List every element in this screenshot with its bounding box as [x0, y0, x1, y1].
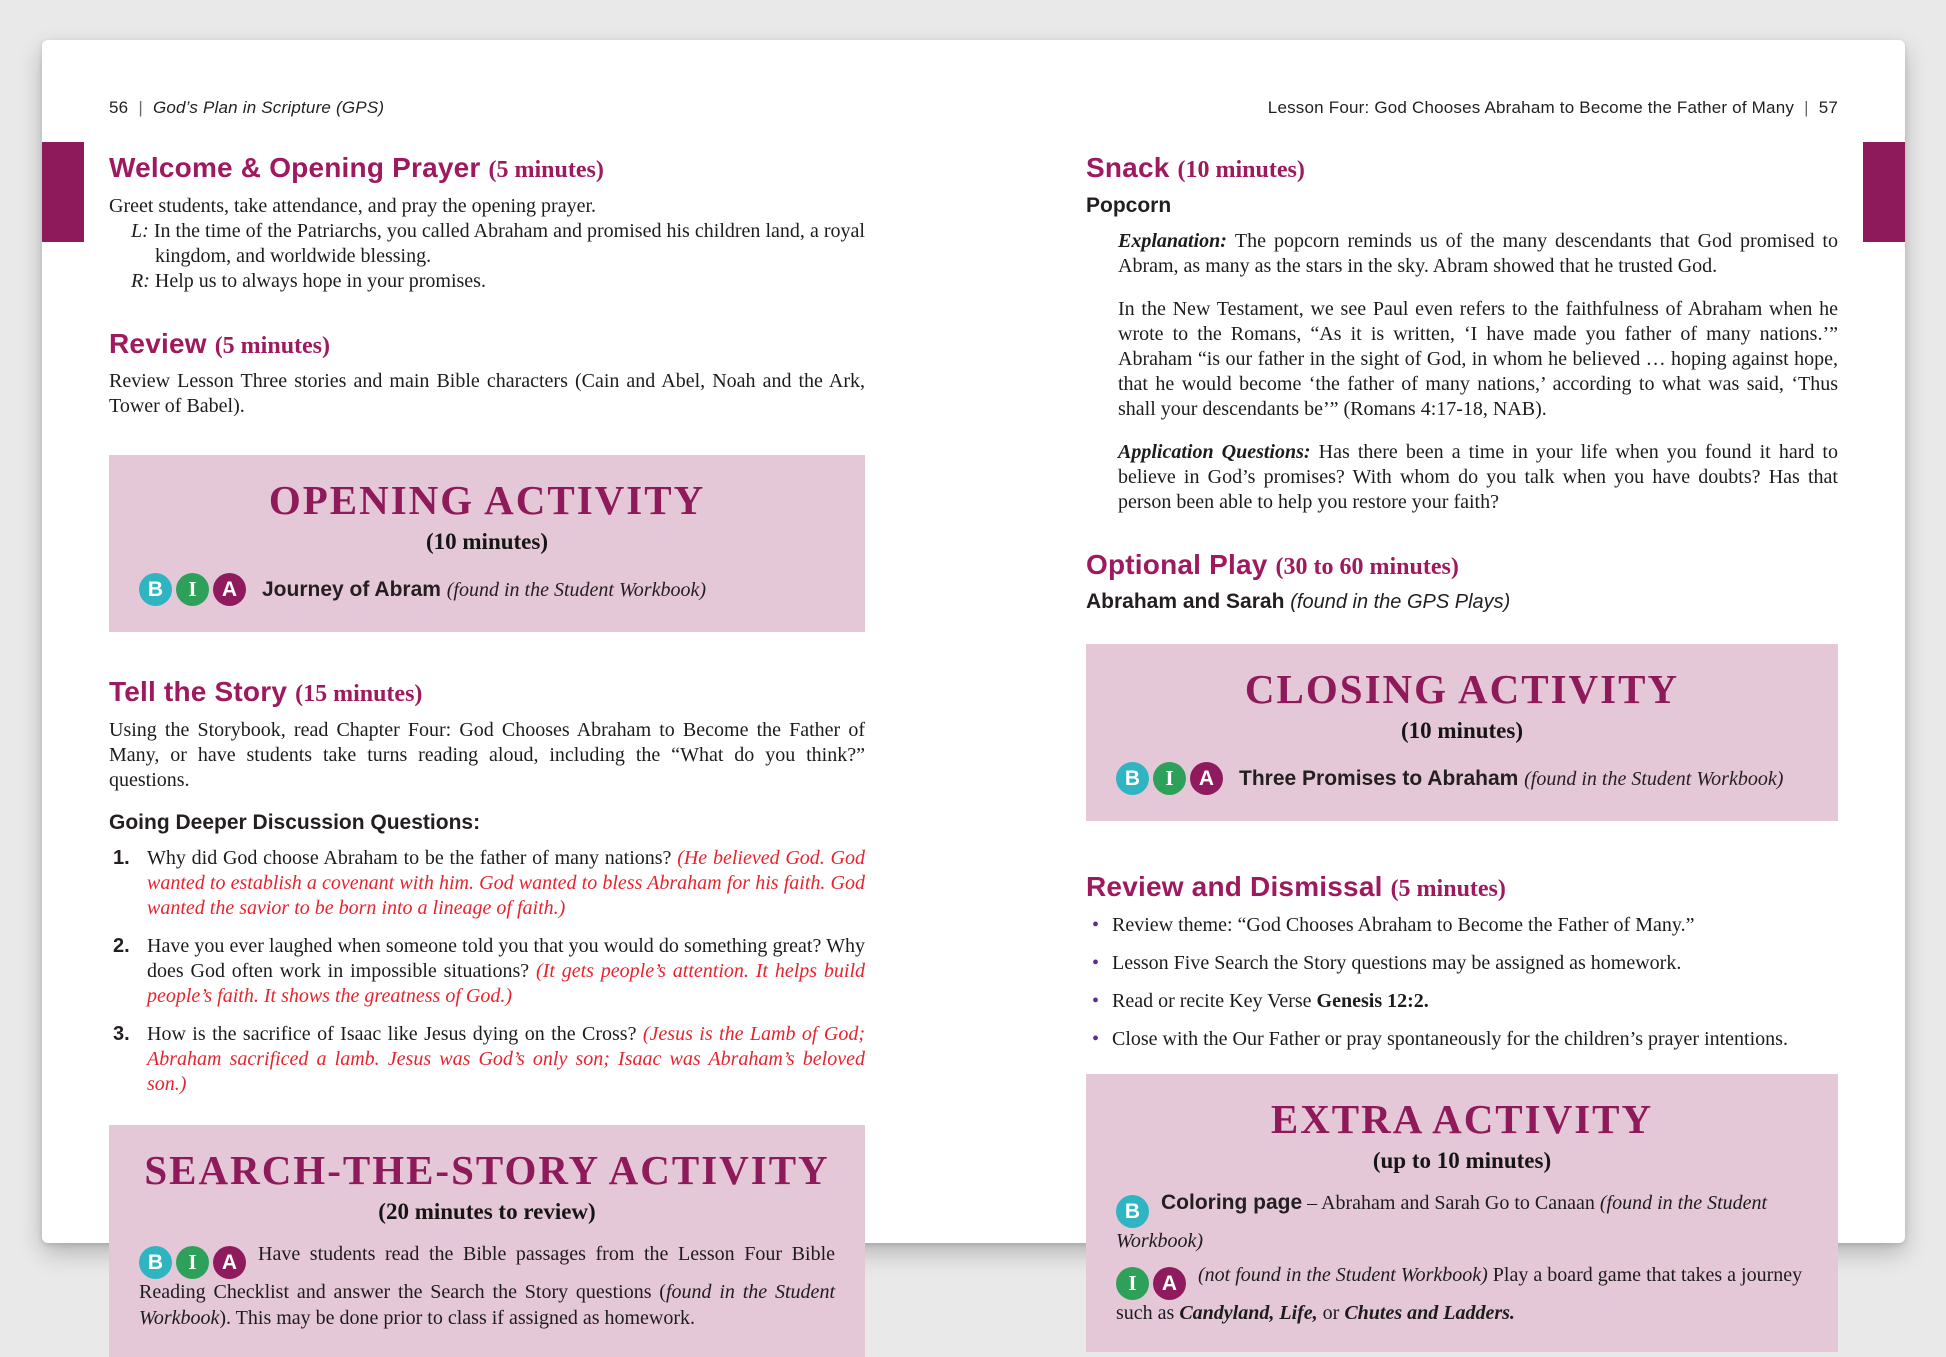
intermediate-level-icon: I	[176, 1246, 209, 1279]
section-title: Welcome & Opening Prayer	[109, 152, 489, 183]
opening-activity-item	[139, 573, 835, 606]
right-header-title: Lesson Four: God Chooses Abraham to Become the Father of Many	[1267, 98, 1795, 117]
review-body: Review Lesson Three stories and main Bible characters (Cain and Abel, Noah and the Ark, Tower of Babel).	[109, 370, 865, 418]
welcome-intro: Greet students, take attendance, and pray the opening prayer.	[109, 194, 597, 217]
advanced-level-icon: A	[213, 1246, 246, 1279]
section-minutes: (5 minutes)	[214, 332, 331, 359]
box-title: EXTRA ACTIVITY	[1270, 1095, 1654, 1142]
question-number: 3.	[113, 1022, 130, 1045]
beginner-level-icon: B	[1116, 1195, 1149, 1228]
section-optional-play	[1086, 549, 1838, 615]
question-number: 2.	[113, 934, 130, 957]
section-tell-the-story	[109, 676, 865, 1097]
leader-label: L:	[131, 219, 154, 242]
search-text-part2: ). This may be done prior to class if assigned as homework.	[219, 1306, 696, 1329]
leader-text: In the time of the Patriarchs, you called Abraham and promised his children land, a royal kingdom, and worldwide blessing.	[153, 219, 865, 267]
advanced-level-icon: A	[213, 573, 246, 606]
level-icons	[1116, 762, 1223, 795]
coloring-page-text: – Abraham and Sarah Go to Canaan	[1302, 1191, 1600, 1214]
section-title: Optional Play	[1086, 548, 1276, 580]
box-minutes: (up to 10 minutes)	[1372, 1147, 1552, 1173]
left-page-column	[109, 152, 865, 1357]
optional-play-item	[1086, 590, 1838, 614]
left-running-header	[109, 98, 384, 118]
intermediate-level-icon: I	[1153, 762, 1186, 795]
question-item	[109, 934, 865, 1009]
activity-item-note: (found in the Student Workbook)	[1524, 767, 1784, 790]
search-text-italic: found in the Student Workbook	[139, 1280, 835, 1329]
box-minutes: (10 minutes)	[1400, 718, 1524, 744]
search-the-story-activity-box	[109, 1125, 865, 1357]
extra-activity-box	[1086, 1074, 1838, 1352]
explanation-label: Explanation:	[1118, 229, 1235, 252]
level-icons	[1116, 1195, 1149, 1228]
box-minutes: (20 minutes to review)	[378, 1198, 596, 1224]
coloring-page-note: (found in the Student Workbook)	[1116, 1191, 1768, 1252]
section-title: Tell the Story	[109, 676, 296, 708]
board-game-note: (not found in the Student Workbook)	[1198, 1263, 1488, 1286]
box-title: OPENING ACTIVITY	[268, 477, 706, 524]
activity-item-note: (found in the Student Workbook)	[446, 578, 706, 601]
section-minutes: (5 minutes)	[1390, 876, 1506, 903]
dismissal-bullet-list	[1086, 913, 1838, 1052]
section-minutes: (30 to 60 minutes)	[1275, 553, 1459, 580]
tell-story-body: Using the Storybook, read Chapter Four: God Chooses Abraham to Become the Father of Many, or have students take turns reading aloud, including the “What do you think?” questions.	[109, 718, 865, 791]
left-edge-tab	[42, 142, 84, 242]
box-title: CLOSING ACTIVITY	[1244, 666, 1680, 713]
play-name: Abraham and Sarah	[1086, 590, 1291, 614]
board-game-name: Candyland, Life,	[1179, 1301, 1318, 1324]
activity-item-text	[1239, 767, 1783, 791]
header-separator: |	[138, 98, 143, 117]
section-heading	[1086, 152, 1838, 185]
right-page-column	[1086, 152, 1838, 1352]
response-label: R:	[131, 269, 155, 292]
bullet-item	[1086, 913, 1838, 938]
left-page-number: 56	[109, 98, 129, 117]
section-minutes: (10 minutes)	[1177, 157, 1305, 183]
opening-activity-box	[109, 455, 865, 632]
section-title: Review	[109, 327, 215, 359]
leader-line	[131, 219, 865, 269]
beginner-level-icon: B	[139, 573, 172, 606]
application-label: Application Questions:	[1118, 440, 1319, 463]
section-heading	[109, 676, 865, 709]
left-header-title: God’s Plan in Scripture (GPS)	[152, 98, 385, 117]
bullet-text: Close with the Our Father or pray spontaneously for the children’s prayer intentions.	[1112, 1027, 1788, 1050]
bullet-item	[1086, 989, 1838, 1014]
application-text: Has there been a time in your life when you found it hard to believe in God’s promises? With whom do you talk when you have doubts? Has that person been able to help you restore your faith?	[1118, 440, 1838, 513]
box-minutes: (10 minutes)	[425, 529, 549, 555]
bullet-item	[1086, 951, 1838, 976]
answer-text: (Jesus is the Lamb of God; Abraham sacrificed a lamb. Jesus was God’s only son; Isaac was Abraham’s beloved son.)	[147, 1022, 865, 1095]
bullet-item	[1086, 1027, 1838, 1052]
section-title: Review and Dismissal	[1086, 871, 1391, 903]
bullet-text: Read or recite Key Verse	[1112, 989, 1317, 1012]
extra-activity-line-2	[1116, 1262, 1808, 1326]
board-game-name: Chutes and Ladders.	[1344, 1301, 1515, 1324]
beginner-level-icon: B	[1116, 762, 1149, 795]
closing-activity-item	[1116, 762, 1808, 795]
section-minutes: (5 minutes)	[488, 157, 604, 183]
play-note: (found in the GPS Plays)	[1290, 591, 1511, 614]
section-heading	[109, 152, 865, 185]
board-game-text: Play a board game that takes a journey such as	[1116, 1263, 1803, 1324]
section-heading	[109, 328, 865, 361]
answer-text: (He believed God. God wanted to establish a covenant with him. God wanted to bless Abraham for his faith. God wanted the savior to be born into a lineage of faith.)	[147, 846, 865, 919]
section-heading	[1086, 871, 1838, 904]
question-text: Why did God choose Abraham to be the father of many nations?	[147, 846, 678, 869]
section-minutes: (15 minutes)	[295, 681, 423, 708]
search-activity-text	[139, 1241, 835, 1331]
search-text-part1: Have students read the Bible passages from the Lesson Four Bible Reading Checklist and answer the Search the Story questions (	[139, 1242, 835, 1303]
section-review-and-dismissal	[1086, 871, 1838, 1052]
response-text: Help us to always hope in your promises.	[154, 269, 486, 292]
extra-activity-line-1	[1116, 1190, 1808, 1254]
closing-activity-box	[1086, 644, 1838, 821]
response-line	[131, 269, 865, 294]
right-edge-tab	[1863, 142, 1905, 242]
right-page-number: 57	[1818, 98, 1838, 117]
new-testament-paragraph: In the New Testament, we see Paul even refers to the faithfulness of Abraham when he wrote to the Romans, “As it is written, ‘I have made you father of many nations.’” Abraham “is our father in the sight of God, in whom he believed … hoping against hope, that he would become ‘the father of many nations,’ according to what was said, ‘Thus shall your descendants be’” (Romans 4:17-18, NAB).	[1118, 297, 1838, 420]
advanced-level-icon: A	[1153, 1267, 1186, 1300]
section-heading	[1086, 549, 1838, 582]
coloring-page-label: Coloring page	[1161, 1190, 1303, 1214]
bullet-bold-text: Genesis 12:2.	[1316, 989, 1429, 1012]
question-item	[109, 1022, 865, 1097]
application-paragraph	[1118, 440, 1838, 515]
section-welcome-opening-prayer	[109, 152, 865, 294]
intermediate-level-icon: I	[176, 573, 209, 606]
activity-item-text	[262, 578, 706, 602]
book-spread	[42, 40, 1905, 1329]
level-icons	[139, 1246, 246, 1279]
beginner-level-icon: B	[139, 1246, 172, 1279]
section-snack	[1086, 152, 1838, 515]
explanation-paragraph	[1118, 229, 1838, 279]
section-review	[109, 328, 865, 420]
box-title: SEARCH-THE-STORY ACTIVITY	[144, 1146, 830, 1193]
intermediate-level-icon: I	[1116, 1267, 1149, 1300]
question-text: How is the sacrifice of Isaac like Jesus dying on the Cross?	[147, 1022, 643, 1045]
bullet-text: Lesson Five Search the Story questions may be assigned as homework.	[1112, 951, 1682, 974]
snack-subheading: Popcorn	[1086, 193, 1172, 217]
question-text: Have you ever laughed when someone told you that you would do something great? Why does God often work in impossible situations?	[147, 934, 865, 982]
explanation-text: The popcorn reminds us of the many descendants that God promised to Abram, as many as the stars in the sky. Abram showed that he trusted God.	[1118, 229, 1838, 277]
question-item	[109, 846, 865, 921]
right-running-header	[1086, 98, 1838, 118]
advanced-level-icon: A	[1190, 762, 1223, 795]
bullet-text: Review theme: “God Chooses Abraham to Become the Father of Many.”	[1112, 913, 1695, 936]
header-separator: |	[1804, 98, 1809, 117]
board-game-text-2: or	[1317, 1301, 1345, 1324]
discussion-questions-heading: Going Deeper Discussion Questions:	[109, 810, 481, 834]
level-icons	[1116, 1267, 1186, 1300]
activity-item-name: Journey of Abram	[262, 577, 447, 601]
section-title: Snack	[1086, 152, 1178, 183]
discussion-questions-list	[109, 846, 865, 1097]
question-number: 1.	[113, 846, 130, 869]
answer-text: (It gets people’s attention. It helps build people’s faith. It shows the greatness of God.)	[147, 959, 865, 1007]
level-icons	[139, 573, 246, 606]
activity-item-name: Three Promises to Abraham	[1239, 766, 1525, 790]
